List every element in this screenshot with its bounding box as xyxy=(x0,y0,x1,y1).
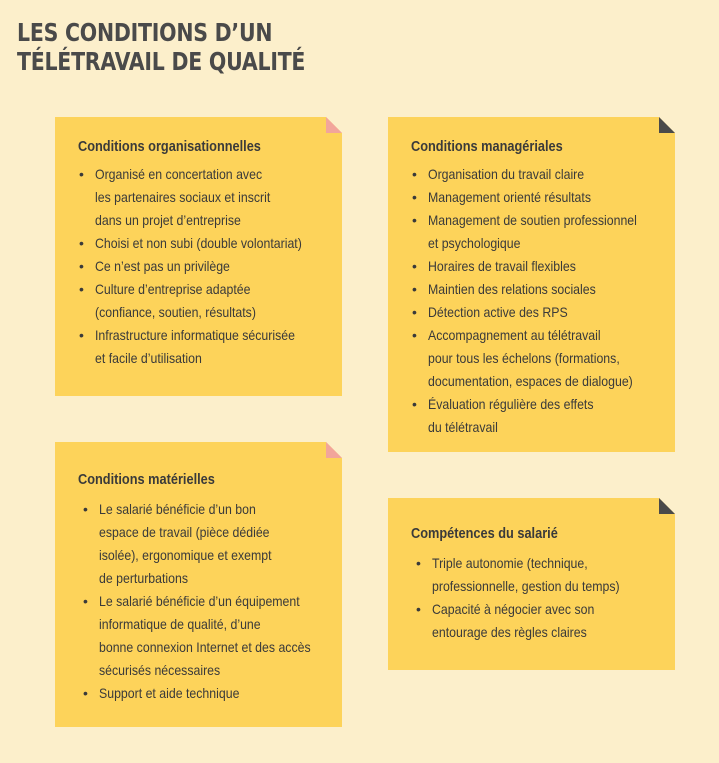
list-item-text: Capacité à négocier avec son entourage des règles claires xyxy=(432,601,595,640)
list-item-text: Ce n’est pas un privilège xyxy=(95,258,230,274)
bullet-icon: • xyxy=(79,235,84,251)
list-item-text: Détection active des RPS xyxy=(428,304,568,320)
bullet-icon: • xyxy=(83,685,88,701)
bullet-icon: • xyxy=(79,166,84,182)
list-item-text: Triple autonomie (technique, professionnelle, gestion du temps) xyxy=(432,555,620,594)
list-item xyxy=(79,255,332,278)
list-item xyxy=(412,278,665,301)
list-item-text: Organisation du travail claire xyxy=(428,166,585,182)
list-item xyxy=(412,186,665,209)
bullet-list xyxy=(78,498,332,705)
note-heading: Conditions managériales xyxy=(411,139,563,155)
bullet-icon: • xyxy=(412,258,417,274)
list-item xyxy=(416,598,665,644)
list-item xyxy=(79,324,332,370)
bullet-icon: • xyxy=(412,189,417,205)
list-item xyxy=(412,209,665,255)
note-competences-salarie xyxy=(388,498,675,670)
bullet-icon: • xyxy=(416,555,421,571)
bullet-icon: • xyxy=(412,166,417,182)
list-item xyxy=(79,163,332,232)
folded-corner-icon xyxy=(326,442,342,458)
note-heading: Conditions organisationnelles xyxy=(78,139,261,155)
list-item-text: Évaluation régulière des effets du télétravail xyxy=(428,396,594,435)
list-item xyxy=(412,393,665,439)
list-item xyxy=(412,163,665,186)
list-item xyxy=(83,590,332,682)
list-item xyxy=(83,682,332,705)
bullet-icon: • xyxy=(412,396,417,412)
list-item xyxy=(79,278,332,324)
bullet-list xyxy=(78,163,332,370)
list-item xyxy=(412,301,665,324)
title-line-2: TÉLÉTRAVAIL DE QUALITÉ xyxy=(17,47,306,76)
bullet-icon: • xyxy=(79,327,84,343)
list-item-text: Accompagnement au télétravail pour tous les échelons (formations, documentation, espaces de dialogue) xyxy=(428,327,633,389)
bullet-icon: • xyxy=(412,212,417,228)
bullet-list xyxy=(411,163,665,439)
list-item-text: Support et aide technique xyxy=(99,685,240,701)
list-item-text: Culture d’entreprise adaptée (confiance, soutien, résultats) xyxy=(95,281,256,320)
bullet-icon: • xyxy=(416,601,421,617)
list-item-text: Choisi et non subi (double volontariat) xyxy=(95,235,302,251)
bullet-icon: • xyxy=(412,304,417,320)
list-item-text: Management de soutien professionnel et psychologique xyxy=(428,212,637,251)
note-heading: Conditions matérielles xyxy=(78,472,215,488)
list-item-text: Management orienté résultats xyxy=(428,189,591,205)
note-heading: Compétences du salarié xyxy=(411,526,558,542)
bullet-icon: • xyxy=(83,501,88,517)
bullet-icon: • xyxy=(79,258,84,274)
folded-corner-icon xyxy=(659,117,675,133)
list-item xyxy=(412,324,665,393)
bullet-icon: • xyxy=(412,327,417,343)
list-item-text: Le salarié bénéficie d’un bon espace de travail (pièce dédiée isolée), ergonomique et exempt de perturbations xyxy=(99,501,272,586)
folded-corner-icon xyxy=(659,498,675,514)
note-conditions-materielles xyxy=(55,442,342,727)
bullet-list xyxy=(411,552,665,644)
note-conditions-manageriales xyxy=(388,117,675,452)
list-item-text: Organisé en concertation avec les partenaires sociaux et inscrit dans un projet d’entreprise xyxy=(95,166,271,228)
list-item-text: Horaires de travail flexibles xyxy=(428,258,576,274)
page-title xyxy=(17,18,305,76)
list-item xyxy=(79,232,332,255)
list-item xyxy=(412,255,665,278)
list-item-text: Infrastructure informatique sécurisée et facile d’utilisation xyxy=(95,327,295,366)
folded-corner-icon xyxy=(326,117,342,133)
bullet-icon: • xyxy=(79,281,84,297)
list-item-text: Maintien des relations sociales xyxy=(428,281,596,297)
list-item xyxy=(416,552,665,598)
list-item xyxy=(83,498,332,590)
bullet-icon: • xyxy=(83,593,88,609)
note-conditions-organisationnelles xyxy=(55,117,342,396)
list-item-text: Le salarié bénéficie d’un équipement informatique de qualité, d’une bonne connexion Internet et des accès sécurisés nécessaires xyxy=(99,593,311,678)
bullet-icon: • xyxy=(412,281,417,297)
title-line-1: LES CONDITIONS D’UN xyxy=(17,18,273,47)
